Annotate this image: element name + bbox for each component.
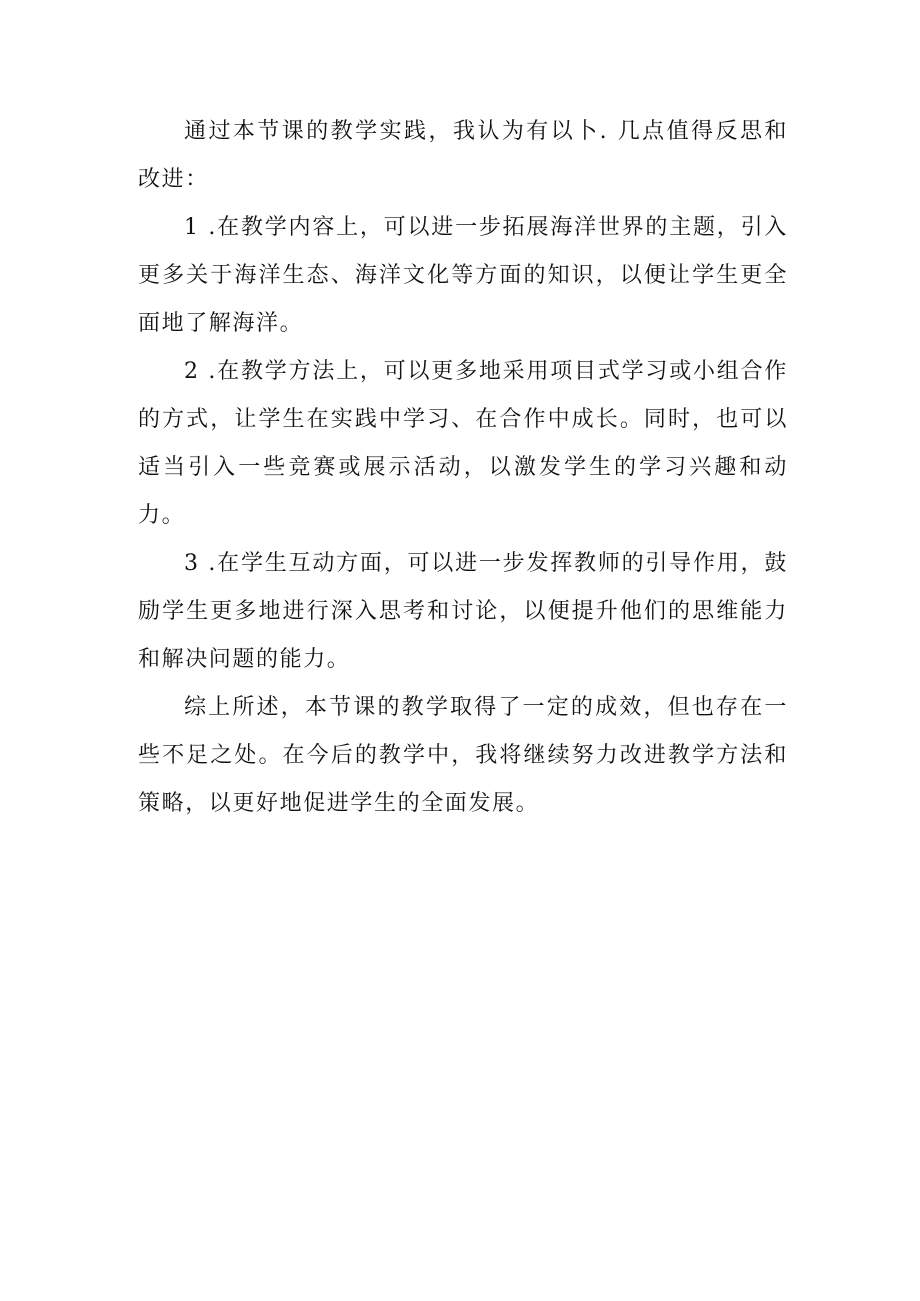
document-body bbox=[138, 108, 788, 828]
paragraph-point-3: 3 .在学生互动方面，可以进一步发挥教师的引导作用，鼓励学生更多地进行深入思考和讨论，以便提升他们的思维能力和解决问题的能力。 bbox=[138, 551, 788, 672]
paragraph-point-2: 2 .在教学方法上，可以更多地采用项目式学习或小组合作的方式，让学生在实践中学习、在合作中成长。同时，也可以适当引入一些竞赛或展示活动，以激发学生的学习兴趣和动力。 bbox=[138, 359, 788, 528]
paragraph-intro: 通过本节课的教学实践，我认为有以卜. 几点值得反思和改进： bbox=[138, 119, 788, 192]
paragraph-point-1: 1 .在教学内容上，可以进一步拓展海洋世界的主题，引入更多关于海洋生态、海洋文化等方面的知识，以便让学生更全面地了解海洋。 bbox=[138, 215, 788, 336]
paragraph-conclusion: 综上所述，本节课的教学取得了一定的成效，但也存在一些不足之处。在今后的教学中，我将继续努力改进教学方法和策略，以更好地促进学生的全面发展。 bbox=[138, 695, 788, 816]
